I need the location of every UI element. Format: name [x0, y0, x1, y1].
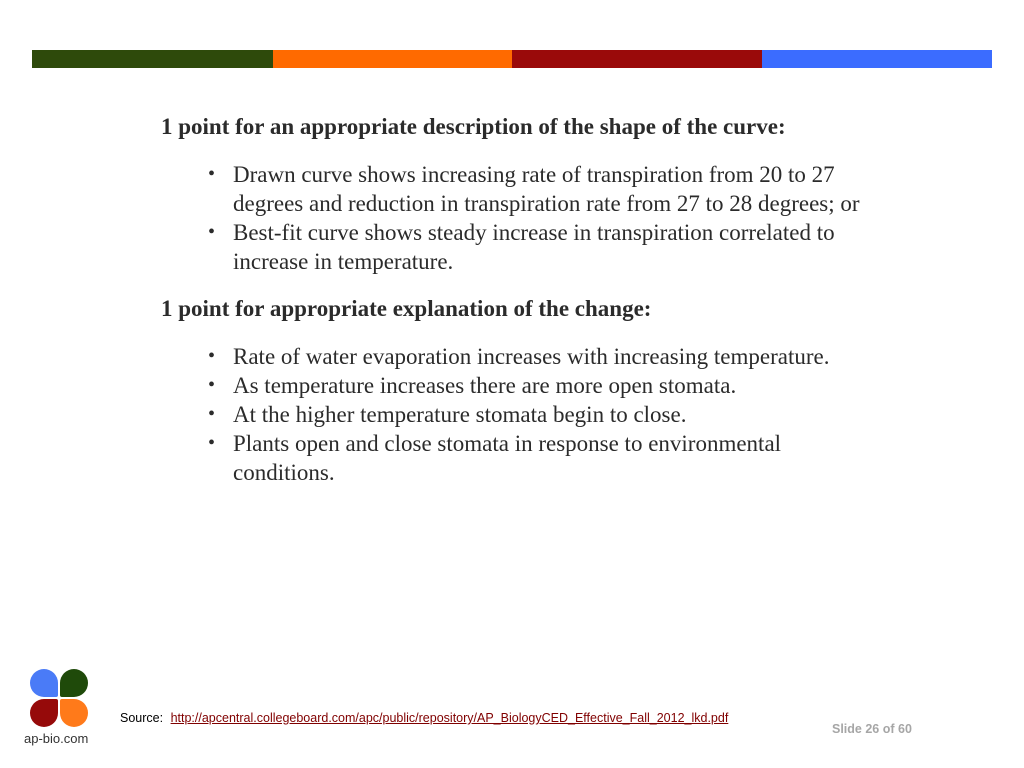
bullet-icon: • [208, 221, 216, 243]
bullet-icon: • [208, 432, 216, 454]
logo-text: ap-bio.com [24, 731, 89, 746]
description-bullet-list [161, 160, 881, 276]
source-link[interactable]: http://apcentral.collegeboard.com/apc/public/repository/AP_BiologyCED_Effective_Fall_2012_lkd.pdf [170, 711, 729, 725]
logo-orange-petal [60, 699, 88, 727]
explanation-bullet-list [161, 342, 881, 487]
ap-bio-logo-icon [30, 669, 88, 727]
bullet-icon: • [208, 374, 216, 396]
list-item [161, 429, 881, 487]
list-item-text: Drawn curve shows increasing rate of transpiration from 20 to 27 degrees and reduction in transpiration rate from 27 to 28 degrees; or [233, 162, 860, 216]
list-item-text: Rate of water evaporation increases with increasing temperature. [233, 344, 830, 369]
section-heading-description: 1 point for an appropriate description of the shape of the curve: [161, 114, 786, 139]
slide-content [161, 112, 921, 487]
list-item [161, 160, 881, 218]
list-item [161, 400, 881, 429]
bullet-icon: • [208, 163, 216, 185]
source-label: Source: [120, 711, 164, 725]
list-item [161, 342, 881, 371]
list-item [161, 371, 881, 400]
bullet-icon: • [208, 345, 216, 367]
logo-green-petal [60, 669, 88, 697]
header-color-bar [32, 50, 992, 68]
logo-red-petal [30, 699, 58, 727]
slide-number: Slide 26 of 60 [832, 722, 912, 736]
list-item-text: As temperature increases there are more open stomata. [233, 373, 737, 398]
list-item-text: Best-fit curve shows steady increase in transpiration correlated to increase in temperature. [233, 220, 835, 274]
color-bar-green-segment [32, 50, 273, 68]
source-citation [120, 711, 728, 725]
list-item [161, 218, 881, 276]
list-item-text: At the higher temperature stomata begin to close. [233, 402, 687, 427]
logo-blue-petal [30, 669, 58, 697]
color-bar-orange-segment [273, 50, 512, 68]
bullet-icon: • [208, 403, 216, 425]
list-item-text: Plants open and close stomata in response to environmental conditions. [233, 431, 782, 485]
color-bar-red-segment [512, 50, 762, 68]
section-heading-explanation: 1 point for appropriate explanation of the change: [161, 296, 652, 321]
color-bar-blue-segment [762, 50, 992, 68]
